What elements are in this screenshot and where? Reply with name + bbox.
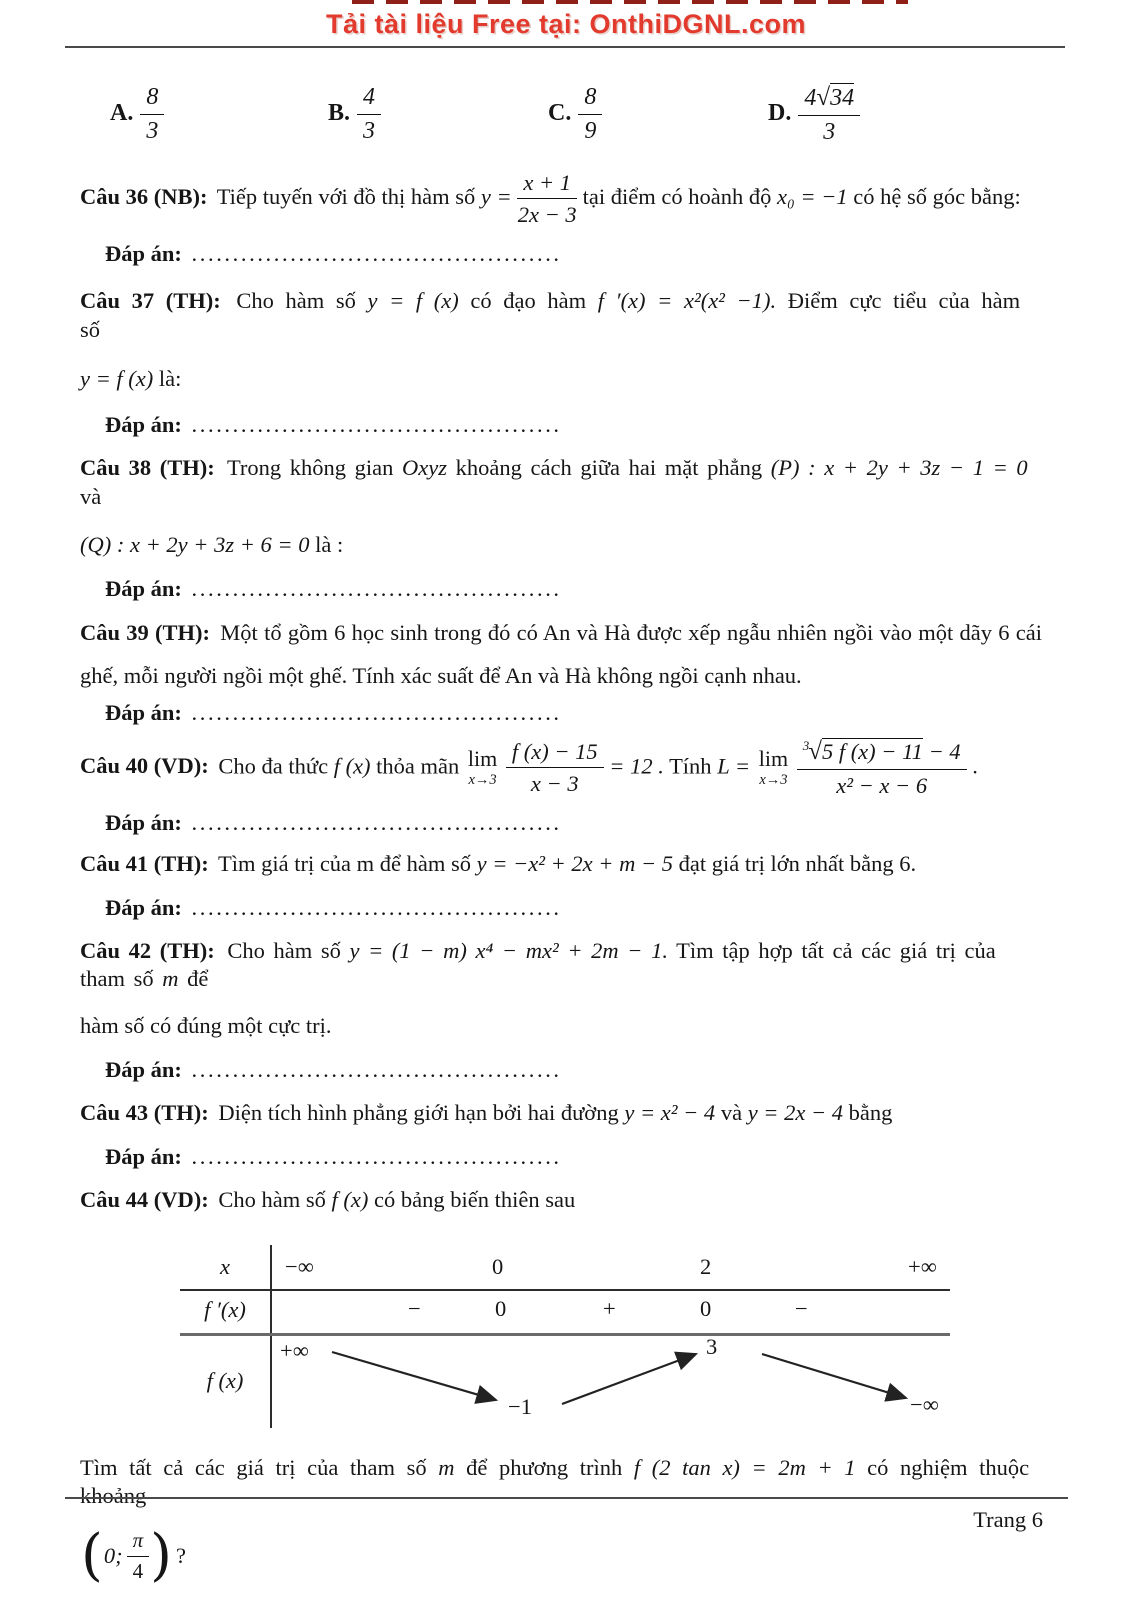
table-row-f [180, 1333, 950, 1428]
arrow-down-icon [332, 1352, 496, 1400]
question-text: Tìm giá trị của m để hàm số [217, 850, 472, 876]
question-label: Câu 42 (TH): [80, 937, 215, 963]
fraction [517, 170, 577, 227]
question-text: là : [315, 532, 344, 558]
choice-d [768, 84, 860, 146]
sqrt-icon: √ [808, 737, 822, 765]
row-label-fprime: f ′(x) [204, 1296, 246, 1322]
answer-line [105, 412, 1042, 438]
numerator: π [127, 1529, 150, 1557]
radicand: 34 [830, 85, 855, 111]
question-42-line2 [80, 1012, 1042, 1041]
question-label: Câu 40 (VD): [80, 752, 209, 778]
question-text: khoảng cách giữa hai mặt phẳng [455, 454, 763, 480]
math-expression: (P) : x + 2y + 3z − 1 = 0 [770, 454, 1028, 480]
table-row-fprime [180, 1291, 950, 1336]
arrow-down-icon [762, 1354, 906, 1398]
f-minimum: −1 [508, 1393, 532, 1419]
math-expression: L = [717, 752, 751, 778]
math-expression: Oxyz [402, 454, 448, 480]
question-text: có hệ số góc bằng: [853, 183, 1021, 209]
fraction-with-sqrt [798, 84, 860, 146]
math-expression: y = 2x − 4 [747, 1100, 844, 1126]
sign-value: + [603, 1295, 616, 1321]
question-42 [80, 937, 1042, 995]
fraction [578, 84, 602, 145]
math-expression: f ′(x) = x²(x² −1). [597, 288, 777, 314]
question-text: Diện tích hình phẳng giới hạn bởi hai đường [218, 1100, 619, 1126]
question-text: Cho hàm số [218, 1186, 326, 1212]
question-text: để [187, 966, 209, 992]
math-expression: y = x² − 4 [624, 1100, 716, 1126]
question-text: và [720, 1100, 743, 1126]
answer-label: Đáp án: [105, 241, 182, 267]
denominator: 3 [823, 119, 836, 145]
denominator: 2x − 3 [517, 202, 577, 228]
x-value: −∞ [285, 1253, 314, 1279]
fraction [127, 1529, 150, 1583]
answer-dots: ............................................. [191, 809, 562, 835]
question-text: có đạo hàm [470, 288, 587, 314]
row-x-values [270, 1245, 950, 1289]
numerator: f (x) − 15 [506, 739, 604, 768]
choice-a-label: A. [110, 99, 134, 126]
choice-c-label: C. [548, 99, 572, 126]
question-text: là: [158, 365, 182, 391]
denominator: 4 [132, 1558, 144, 1583]
math-expression: y = f (x) [80, 365, 154, 391]
answer-line [105, 576, 1042, 602]
question-text: Cho hàm số [236, 288, 356, 314]
root-index: 3 [802, 738, 810, 754]
question-40 [80, 738, 1042, 798]
question-43 [80, 1099, 1042, 1128]
page-number: Trang 6 [973, 1507, 1043, 1532]
choice-b-label: B. [328, 99, 351, 126]
math-expression: f (x) [331, 1186, 369, 1212]
question-44 [80, 1186, 1042, 1215]
f-limit-left: +∞ [280, 1337, 309, 1363]
answer-line [105, 1144, 1042, 1170]
question-text: và [80, 483, 102, 509]
footer [65, 1497, 1068, 1533]
x-value: 2 [700, 1253, 712, 1279]
question-39 [80, 612, 1042, 698]
question-38 [80, 454, 1042, 512]
question-text: Một tổ gồm 6 học sinh trong đó có An và Hà được xếp ngẫu nhiên ngồi vào một dãy 6 cái ghế, mỗi người ngồi một ghế. Tính xác suất để An và Hà không ngồi cạnh nhau. [80, 620, 1042, 688]
lim-symbol: lim [467, 746, 498, 771]
question-text: đạt giá trị lớn nhất bằng 6. [678, 850, 917, 876]
answer-dots: ............................................. [191, 699, 562, 725]
question-text: để phương trình [466, 1454, 623, 1480]
question-mark: ? [176, 1543, 186, 1569]
question-label: Câu 37 (TH): [80, 288, 221, 314]
answer-label: Đáp án: [105, 809, 182, 835]
question-text: Tiếp tuyến với đồ thị hàm số [216, 183, 476, 209]
radicand: 5 f (x) − 11 [821, 738, 923, 764]
answer-dots: ............................................. [191, 894, 562, 920]
close-paren: ) [150, 1523, 172, 1589]
numerator: x + 1 [517, 170, 577, 199]
answer-dots: ............................................. [191, 1057, 562, 1083]
denominator: 9 [584, 117, 597, 144]
question-37 [80, 287, 1042, 345]
fraction [357, 84, 381, 145]
math-expression: m [438, 1454, 455, 1480]
table-row-x [180, 1245, 950, 1291]
sqrt-icon: √ [816, 84, 831, 111]
header-divider [65, 46, 1065, 48]
sign-value: 0 [495, 1295, 507, 1321]
coefficient: 4 [804, 85, 817, 111]
choice-a [110, 84, 164, 145]
question-text: Điểm cực tiểu của hàm số [80, 288, 1021, 343]
answer-dots: ............................................. [191, 411, 562, 437]
answer-dots: ............................................. [191, 576, 562, 602]
interval-notation [80, 1523, 1042, 1589]
answer-label: Đáp án: [105, 411, 182, 437]
answer-label: Đáp án: [105, 1057, 182, 1083]
math-expression: f (x) [333, 752, 371, 778]
math-expression: x₀ = −1 [776, 183, 848, 209]
answer-line [105, 700, 1042, 726]
choice-d-label: D. [768, 100, 792, 127]
fraction [506, 739, 604, 796]
f-limit-right: −∞ [910, 1391, 939, 1417]
question-text: Cho đa thức [218, 752, 329, 778]
question-text: Tìm tất cả các giá trị của tham số [80, 1454, 427, 1480]
numerator: 8 [578, 84, 602, 115]
question-label: Câu 43 (TH): [80, 1100, 209, 1126]
numerator [797, 738, 967, 770]
question-text: Tìm tập hợp tất cả các giá trị của tham số [80, 937, 996, 992]
denominator: x − 3 [530, 771, 579, 797]
sign-value: − [408, 1295, 421, 1321]
answer-line [105, 1057, 1042, 1083]
answer-line [105, 895, 1042, 921]
site-banner: Tải tài liệu Free tại: OnthiDGNL.com [325, 9, 807, 39]
interval-left-value: 0; [103, 1543, 123, 1569]
answer-choices-row [80, 78, 1042, 154]
answer-line [105, 241, 1042, 267]
row-label-x: x [220, 1253, 230, 1279]
denominator: 3 [363, 117, 376, 144]
answer-line [105, 810, 1042, 836]
question-text: tại điểm có hoành độ [582, 183, 772, 209]
open-paren: ( [81, 1523, 103, 1589]
question-label: Câu 38 (TH): [80, 454, 215, 480]
denominator: 3 [146, 117, 159, 144]
math-expression: y = (1 − m) x⁴ − mx² + 2m − 1. [349, 937, 668, 963]
answer-dots: ............................................. [191, 241, 562, 267]
question-text: hàm số có đúng một cực trị. [80, 1013, 332, 1039]
question-label: Câu 39 (TH): [80, 620, 211, 646]
question-text: Cho hàm số [227, 937, 341, 963]
question-text: thỏa mãn [376, 752, 460, 778]
math-expression: y = f (x) [367, 288, 459, 314]
math-expression: = 12 . [609, 752, 664, 778]
answer-label: Đáp án: [105, 894, 182, 920]
question-38-line2 [80, 531, 1042, 560]
answer-label: Đáp án: [105, 699, 182, 725]
question-text: Tính [669, 752, 712, 778]
answer-label: Đáp án: [105, 1143, 182, 1169]
variation-arrows [270, 1333, 950, 1428]
row-label-f: f (x) [206, 1367, 244, 1393]
question-text: Trong không gian [226, 454, 394, 480]
question-text: có nghiệm thuộc khoảng [80, 1454, 1030, 1509]
root-tail: − 4 [928, 738, 961, 764]
limit-operator [759, 748, 788, 788]
math-expression: (Q) : x + 2y + 3z + 6 = 0 [80, 532, 310, 558]
question-37-line2 [80, 365, 1042, 394]
math-expression: m [162, 966, 179, 992]
question-text: . [972, 752, 978, 778]
question-label: Câu 41 (TH): [80, 850, 209, 876]
lim-subscript: x→3 [468, 772, 497, 788]
arrow-up-icon [562, 1354, 696, 1404]
choice-c [548, 84, 602, 145]
numerator [798, 84, 860, 116]
math-expression: f (2 tan x) = 2m + 1 [633, 1454, 856, 1480]
row-fprime-values [270, 1291, 950, 1333]
x-value: 0 [492, 1253, 504, 1279]
fraction-with-root [797, 738, 967, 798]
question-label: Câu 36 (NB): [80, 183, 208, 209]
sign-value: 0 [700, 1295, 712, 1321]
math-expression: y = −x² + 2x + m − 5 [476, 850, 674, 876]
x-value: +∞ [908, 1253, 937, 1279]
question-text: có bảng biến thiên sau [374, 1186, 576, 1212]
numerator: 4 [357, 84, 381, 115]
lim-symbol: lim [758, 746, 789, 771]
choice-b [328, 84, 381, 145]
sign-value: − [795, 1295, 808, 1321]
question-41 [80, 850, 1042, 879]
denominator: x² − x − 6 [836, 772, 928, 798]
f-maximum: 3 [706, 1333, 718, 1359]
answer-dots: ............................................. [191, 1143, 562, 1169]
question-text: bằng [848, 1100, 893, 1126]
answer-label: Đáp án: [105, 576, 182, 602]
cropped-text-remnant [352, 0, 908, 4]
lim-subscript: x→3 [759, 772, 788, 788]
question-36 [80, 170, 1042, 227]
row-f-values [270, 1333, 950, 1428]
math-expression: y = [480, 183, 512, 209]
variation-table [180, 1245, 950, 1428]
question-label: Câu 44 (VD): [80, 1186, 209, 1212]
numerator: 8 [140, 84, 164, 115]
fraction [140, 84, 164, 145]
limit-operator [468, 748, 497, 788]
